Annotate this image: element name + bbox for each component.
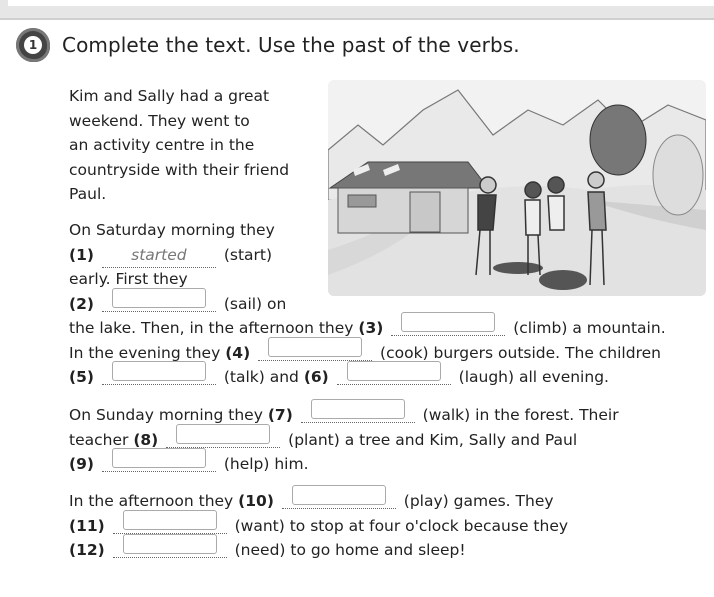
exercise-title: Complete the text. Use the past of the verbs.: [62, 33, 520, 57]
intro-paragraph: [69, 84, 289, 207]
verb-hint-9: (help) him.: [223, 455, 309, 473]
text: early. First they: [69, 270, 188, 288]
verb-hint-12: (need) to go home and sleep!: [234, 541, 466, 559]
input-box[interactable]: [123, 534, 217, 554]
item-number-8: (8): [133, 430, 159, 449]
item-number-6: (6): [303, 368, 329, 386]
answer-12-input[interactable]: [113, 538, 227, 558]
verb-hint-2: (sail) on: [223, 294, 287, 313]
input-box[interactable]: [123, 510, 217, 530]
verb-hint-6: (laugh) all evening.: [458, 368, 609, 386]
item-number-3: (3): [358, 319, 384, 337]
answer-9-input[interactable]: [102, 452, 216, 472]
text-line: weekend. They went to: [69, 111, 250, 130]
answer-3-input[interactable]: [391, 316, 505, 336]
item-number-1: (1): [69, 245, 94, 264]
input-box[interactable]: [112, 361, 206, 381]
answer-6-input[interactable]: [337, 365, 451, 385]
top-bar-inner: [8, 0, 714, 6]
answer-2-input[interactable]: [102, 292, 216, 312]
answer-4-input[interactable]: [258, 341, 372, 361]
input-box[interactable]: [268, 337, 362, 357]
item-number-10: (10): [238, 492, 274, 510]
input-box[interactable]: [292, 485, 386, 505]
top-bar: [0, 0, 714, 20]
text-line: countryside with their friend: [69, 160, 290, 179]
item-number-11: (11): [69, 516, 105, 535]
text: On Saturday morning they: [69, 221, 275, 239]
item-number-9: (9): [69, 455, 94, 473]
text-line: an activity centre in the: [69, 136, 255, 154]
item-number-5: (5): [69, 368, 94, 386]
text: In the evening they: [69, 343, 221, 362]
answer-5-input[interactable]: [102, 365, 216, 385]
verb-hint-1: (start): [223, 245, 273, 264]
exercise-number-badge: [16, 28, 50, 62]
verb-hint-10: (play) games. They: [403, 492, 554, 510]
verb-hint-7: (walk) in the forest. Their: [422, 406, 619, 424]
text: In the afternoon they: [69, 492, 234, 510]
input-box[interactable]: [311, 399, 405, 419]
input-box[interactable]: [112, 288, 206, 308]
text: On Sunday morning they: [69, 406, 263, 424]
input-box[interactable]: [112, 448, 206, 468]
input-box[interactable]: [347, 361, 441, 381]
exercise-header: [16, 28, 520, 62]
verb-hint-8: (plant) a tree and Kim, Sally and Paul: [288, 430, 578, 449]
text: the lake. Then, in the afternoon they: [69, 319, 354, 337]
verb-hint-4: (cook) burgers outside. The children: [380, 343, 661, 362]
item-number-2: (2): [69, 294, 94, 313]
exercise-number: 1: [24, 36, 42, 54]
text-line: Paul.: [69, 185, 107, 203]
item-number-12: (12): [69, 541, 105, 559]
text: teacher: [69, 430, 129, 449]
input-box[interactable]: [176, 424, 270, 444]
text-line: Kim and Sally had a great: [69, 87, 270, 105]
item-number-7: (7): [267, 406, 293, 424]
input-box[interactable]: [401, 312, 495, 332]
answer-8-input[interactable]: [166, 428, 280, 448]
item-number-4: (4): [225, 343, 251, 362]
answer-11-input[interactable]: [113, 514, 227, 534]
afternoon-paragraph: [69, 489, 568, 563]
verb-hint-5: (talk) and: [223, 368, 299, 386]
saturday-paragraph: [69, 218, 666, 390]
verb-hint-11: (want) to stop at four o'clock because they: [234, 516, 569, 535]
sunday-paragraph: [69, 403, 619, 477]
answer-7-input[interactable]: [301, 403, 415, 423]
answer-10-input[interactable]: [282, 489, 396, 509]
verb-hint-3: (climb) a mountain.: [513, 319, 666, 337]
answer-1-example: started: [102, 243, 216, 269]
